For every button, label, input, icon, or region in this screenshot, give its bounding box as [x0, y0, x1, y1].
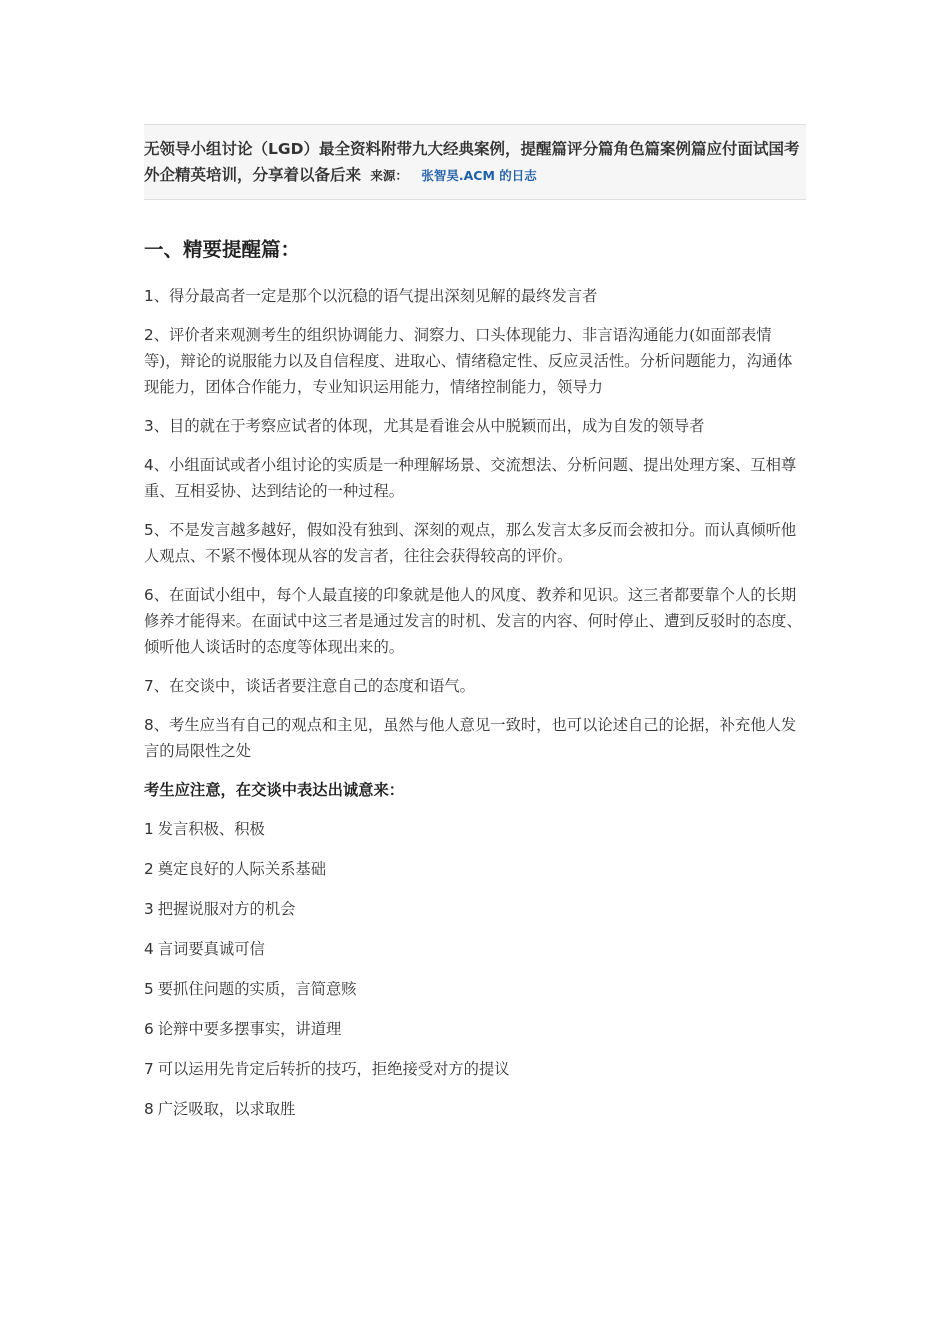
point-paragraph: 6、在面试小组中，每个人最直接的印象就是他人的风度、教养和见识。这三者都要靠个人的长期修养才能得来。在面试中这三者是通过发言的时机、发言的内容、何时停止、遭到反驳时的态度、倾听他人谈话时的态度等体现出来的。: [144, 586, 802, 656]
point-paragraph: 3、目的就在于考察应试者的体现，尤其是看谁会从中脱颖而出，成为自发的领导者: [144, 417, 705, 435]
sincerity-heading: 考生应注意，在交谈中表达出诚意来：: [144, 781, 405, 799]
point-paragraph: 8、考生应当有自己的观点和主见，虽然与他人意见一致时，也可以论述自己的论据，补充他人发言的局限性之处: [144, 716, 797, 760]
sincerity-item: 7 可以运用先肯定后转折的技巧，拒绝接受对方的提议: [144, 1060, 510, 1078]
point-paragraph: 2、评价者来观测考生的组织协调能力、洞察力、口头体现能力、非言语沟通能力(如面部表情等)，辩论的说服能力以及自信程度、进取心、情绪稳定性、反应灵活性。分析问题能力，沟通体现能力，团体合作能力，专业知识运用能力，情绪控制能力，领导力: [144, 326, 793, 396]
article-title: 无领导小组讨论（LGD）最全资料附带九大经典案例，提醒篇评分篇角色篇案例篇应付面试国考外企精英培训，分享着以备后来: [144, 140, 800, 184]
document-page: [144, 124, 806, 1136]
source-link[interactable]: 张智昊.ACM 的日志: [421, 168, 537, 183]
point-paragraph: 1、得分最高者一定是那个以沉稳的语气提出深刻见解的最终发言者: [144, 287, 598, 305]
article-body: [144, 283, 806, 1122]
point-paragraph: 4、小组面试或者小组讨论的实质是一种理解场景、交流想法、分析问题、提出处理方案、互相尊重、互相妥协、达到结论的一种过程。: [144, 456, 797, 500]
point-paragraph: 7、在交谈中，谈话者要注意自己的态度和语气。: [144, 677, 475, 695]
point-paragraph: 5、不是发言越多越好，假如没有独到、深刻的观点，那么发言太多反而会被扣分。而认真倾听他人观点、不紧不慢体现从容的发言者，往往会获得较高的评价。: [144, 521, 797, 565]
sincerity-item: 4 言词要真诚可信: [144, 940, 265, 958]
sincerity-item: 6 论辩中要多摆事实，讲道理: [144, 1020, 342, 1038]
sincerity-item: 2 奠定良好的人际关系基础: [144, 860, 327, 878]
sincerity-item: 3 把握说服对方的机会: [144, 900, 296, 918]
source-label: 来源：: [370, 168, 408, 183]
sincerity-item: 1 发言积极、积极: [144, 820, 265, 838]
sincerity-item: 8 广泛吸取，以求取胜: [144, 1100, 296, 1118]
article-title-box: [144, 124, 806, 200]
sincerity-item: 5 要抓住问题的实质，言简意赅: [144, 980, 357, 998]
section-heading: 一、精要提醒篇：: [144, 238, 301, 261]
